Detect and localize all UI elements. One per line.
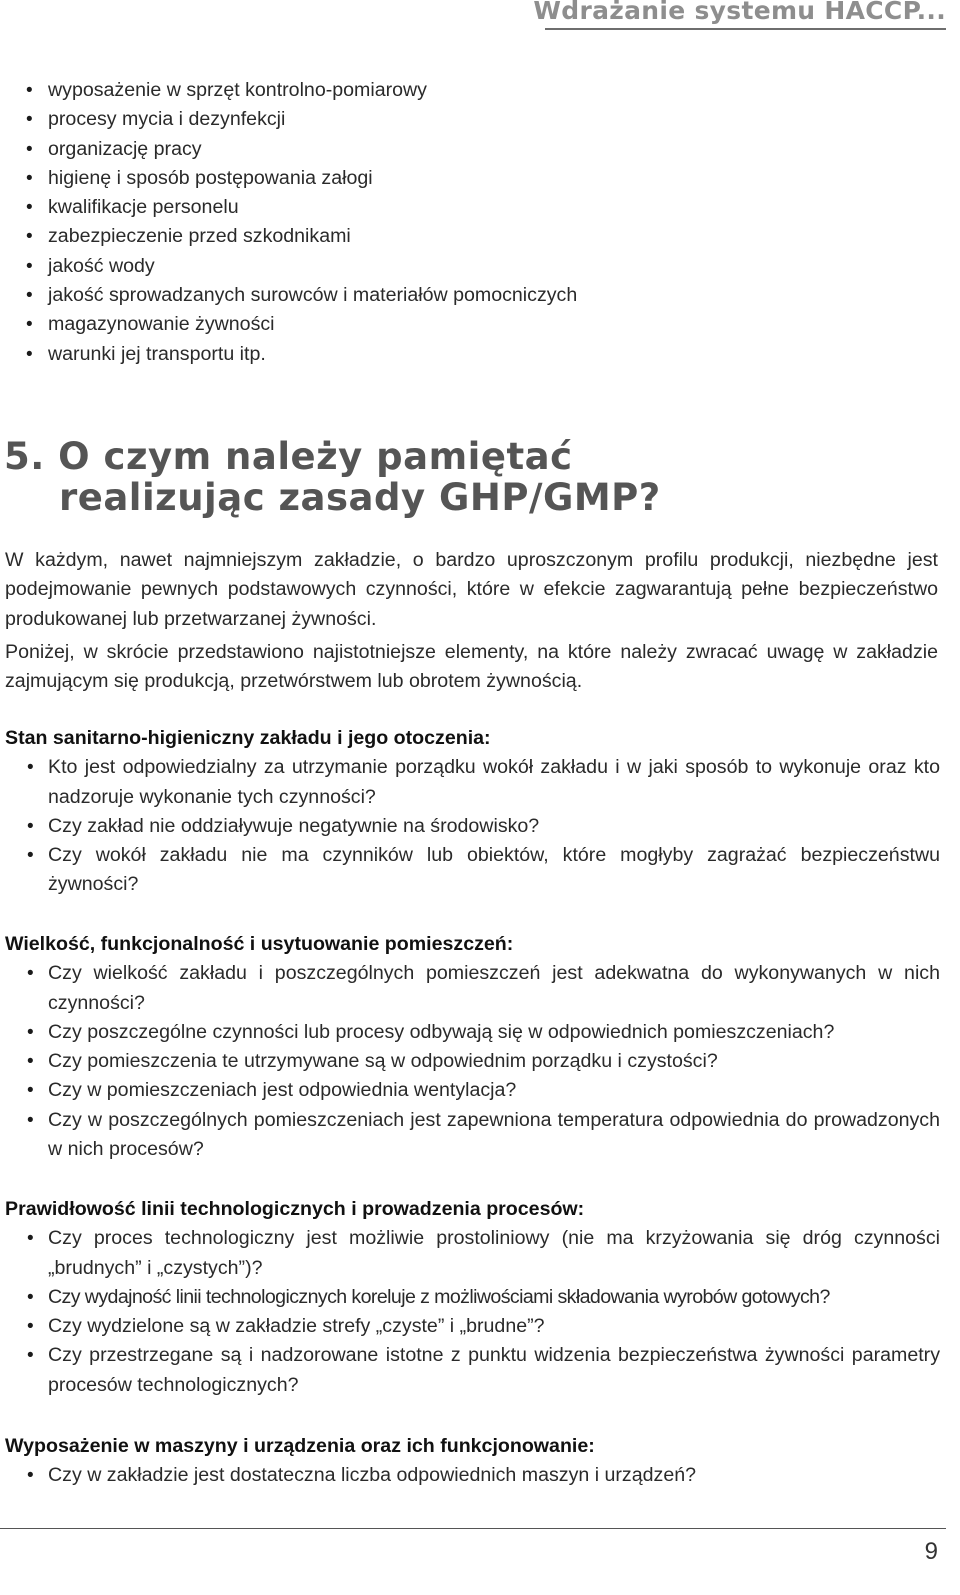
checklist	[5, 1461, 940, 1490]
list-item: • zabezpieczenie przed szkodnikami	[4, 222, 934, 251]
section-title-line-2: realizując zasady GHP/GMP?	[59, 476, 661, 519]
checklist	[5, 1224, 940, 1400]
list-item: • procesy mycia i dezynfekcji	[4, 105, 934, 134]
checklist	[5, 959, 940, 1164]
intro-paragraph: W każdym, nawet najmniejszym zakładzie, o bardzo uproszczonym profilu produkcji, niezbędne jest podejmowanie pewnych podstawowych czynności, które w efekcie zagwarantują pełne bezpieczeństwo produkowanej lub przetwarzanej żywności.	[5, 549, 938, 630]
list-item: • wyposażenie w sprzęt kontrolno-pomiarowy	[4, 76, 934, 105]
page-number: 9	[924, 1538, 938, 1565]
running-header	[0, 0, 960, 30]
list-item: • Kto jest odpowiedzialny za utrzymanie porządku wokół zakładu i w jaki sposób to wykonuje oraz kto nadzoruje wykonanie tych czynności?	[5, 753, 940, 812]
list-item: • Czy w pomieszczeniach jest odpowiednia wentylacja?	[5, 1076, 940, 1105]
checklist-group-equipment	[5, 1432, 940, 1491]
checklist-group-rooms	[5, 930, 940, 1164]
list-item: • Czy poszczególne czynności lub procesy odbywają się w odpowiednich pomieszczeniach?	[5, 1018, 940, 1047]
checklist	[5, 753, 940, 899]
checklist-group-sanitary	[5, 724, 940, 900]
list-item: • Czy wokół zakładu nie ma czynników lub obiektów, które mogłyby zagrażać bezpieczeństwu żywności?	[5, 841, 940, 900]
footer-rule	[0, 1528, 946, 1529]
list-item: • kwalifikacje personelu	[4, 193, 934, 222]
list-item: • higienę i sposób postępowania załogi	[4, 164, 934, 193]
list-item: • warunki jej transportu itp.	[4, 340, 934, 369]
section-title	[4, 436, 934, 518]
list-item: • Czy wielkość zakładu i poszczególnych pomieszczeń jest adekwatna do wykonywanych w nich czynności?	[5, 959, 940, 1018]
running-header-title: Wdrażanie systemu HACCP...	[533, 0, 946, 25]
list-item: • magazynowanie żywności	[4, 310, 934, 339]
list-item: • Czy wydajność linii technologicznych koreluje z możliwościami składowania wyrobów gotowych?	[5, 1283, 940, 1312]
list-item: • Czy proces technologiczny jest możliwie prostoliniowy (nie ma krzyżowania się dróg czynności „brudnych” i „czystych”)?	[5, 1224, 940, 1283]
list-item: • jakość wody	[4, 252, 934, 281]
list-item: • Czy zakład nie oddziaływuje negatywnie na środowisko?	[5, 812, 940, 841]
group-heading: Wyposażenie w maszyny i urządzenia oraz ich funkcjonowanie:	[5, 1435, 595, 1457]
intro-bullet-list	[4, 76, 934, 369]
header-rule	[545, 28, 946, 30]
list-item: • Czy pomieszczenia te utrzymywane są w odpowiednim porządku i czystości?	[5, 1047, 940, 1076]
list-item: • Czy w zakładzie jest dostateczna liczba odpowiednich maszyn i urządzeń?	[5, 1461, 940, 1490]
list-item: • Czy w poszczególnych pomieszczeniach jest zapewniona temperatura odpowiednia do prowadzonych w nich procesów?	[5, 1106, 940, 1165]
group-heading: Stan sanitarno-higieniczny zakładu i jego otoczenia:	[5, 727, 491, 749]
group-heading: Wielkość, funkcjonalność i usytuowanie pomieszczeń:	[5, 933, 514, 955]
section-title-line-1: 5. O czym należy pamiętać	[4, 435, 573, 478]
summary-paragraph: Poniżej, w skrócie przedstawiono najistotniejsze elementy, na które należy zwracać uwagę w zakładzie zajmującym się produkcją, przetwórstwem lub obrotem żywnością.	[5, 641, 938, 693]
list-item: • organizację pracy	[4, 135, 934, 164]
checklist-group-processes	[5, 1195, 940, 1400]
list-item: • Czy wydzielone są w zakładzie strefy „czyste” i „brudne”?	[5, 1312, 940, 1341]
list-item: • jakość sprowadzanych surowców i materiałów pomocniczych	[4, 281, 934, 310]
group-heading: Prawidłowość linii technologicznych i prowadzenia procesów:	[5, 1198, 585, 1220]
list-item: • Czy przestrzegane są i nadzorowane istotne z punktu widzenia bezpieczeństwa żywności parametry procesów technologicznych?	[5, 1341, 940, 1400]
